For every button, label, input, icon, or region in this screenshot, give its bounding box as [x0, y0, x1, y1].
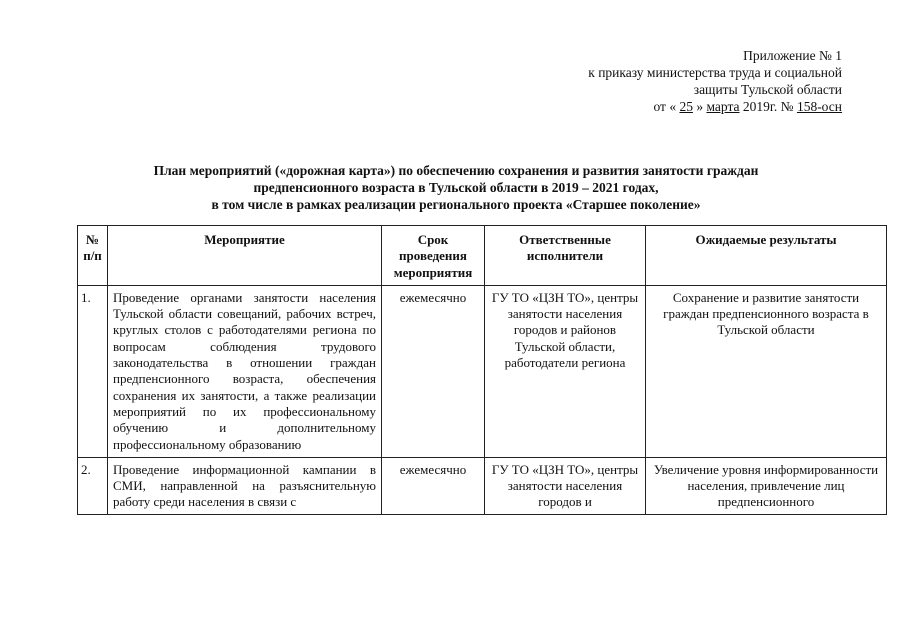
appendix-ministry: защиты Тульской области — [693, 82, 842, 97]
header-results: Ожидаемые результаты — [646, 226, 887, 286]
row-term: ежемесячно — [382, 285, 485, 457]
row-results — [646, 457, 887, 514]
appendix-order-ref: к приказу министерства труда и социальной — [588, 65, 842, 80]
document-title — [40, 162, 872, 213]
row-responsible-text: ГУ ТО «ЦЗН ТО», центры занятости населения городов и — [491, 461, 639, 510]
order-number: 158-осн — [796, 99, 842, 114]
row-term-text: ежемесячно — [399, 461, 467, 477]
header-num: № п/п — [78, 226, 108, 286]
row-responsible: ГУ ТО «ЦЗН ТО», центры занятости населения городов и районов Тульской области, работодатели региона — [485, 285, 646, 457]
date-prefix: от « — [653, 99, 680, 114]
row-num: 1. — [78, 285, 108, 457]
date-year: 2019г. № — [739, 99, 797, 114]
header-term: Срок проведения мероприятия — [382, 226, 485, 286]
order-day: 25 — [679, 99, 693, 114]
appendix-title: Приложение № 1 — [743, 48, 842, 63]
row-num-text: 2. — [81, 461, 91, 477]
row-activity — [108, 457, 382, 514]
row-results: Сохранение и развитие занятости граждан предпенсионного возраста в Тульской области — [646, 285, 887, 457]
title-line-2: предпенсионного возраста в Тульской области в 2019 – 2021 годах, — [253, 180, 659, 195]
row-activity-text: Проведение информационной кампании в СМИ, направленной на разъяснительную работу среди населения в связи с — [113, 461, 376, 510]
table-row — [78, 457, 887, 514]
table-row — [78, 285, 887, 457]
row-results-text: Увеличение уровня информированности населения, привлечение лиц предпенсионного — [653, 461, 879, 510]
row-activity: Проведение органами занятости населения Тульской области совещаний, рабочих встреч, круглых столов с работодателями региона по вопросам соблюдения трудового законодательства в отношении граждан предпенсионного возраста, обеспечения сохранения их занятости, а также реализации мероприятий по их профессиональному обучению и дополнительному профессиональному образованию — [108, 285, 382, 457]
header-activity: Мероприятие — [108, 226, 382, 286]
table-header-row — [78, 226, 887, 286]
roadmap-table — [77, 225, 887, 515]
title-line-3: в том числе в рамках реализации регионального проекта «Старшее поколение» — [211, 197, 701, 212]
row-num — [78, 457, 108, 514]
appendix-header — [588, 47, 842, 115]
header-responsible: Ответственные исполнители — [485, 226, 646, 286]
order-month: марта — [706, 99, 740, 114]
date-mid: » — [692, 99, 707, 114]
row-term — [382, 457, 485, 514]
title-line-1: План мероприятий («дорожная карта») по обеспечению сохранения и развития занятости граждан — [153, 163, 759, 178]
appendix-date-line — [588, 98, 842, 115]
row-responsible — [485, 457, 646, 514]
